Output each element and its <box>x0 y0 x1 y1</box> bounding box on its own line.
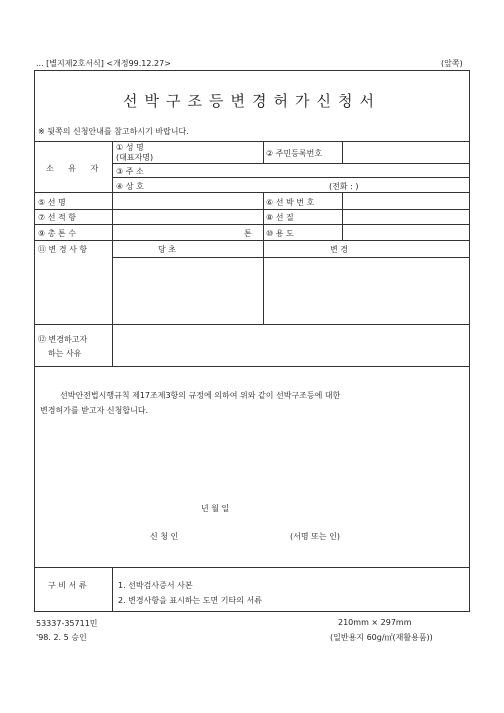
statement-line-1: 선박안전법시행규칙 제17조제3항의 규정에 의하여 위와 같이 선박구조등에 대한 <box>60 391 341 400</box>
table-line <box>112 163 470 164</box>
form-title: 선박구조등변경허가신청서 <box>123 92 381 110</box>
trade-name-label: ④ 상 호 <box>116 182 144 191</box>
application-date: 년 월 일 <box>201 504 230 513</box>
owner-section-label: 소 유 자 <box>46 164 105 173</box>
registry-port-label: ⑦ 선 적 항 <box>38 213 76 222</box>
frame-right <box>469 70 470 612</box>
change-reason-label: ⑫ 변경하고자 <box>38 335 88 344</box>
table-divider <box>263 141 264 163</box>
statement-line-2: 변경허가를 받고자 신청합니다. <box>40 406 149 415</box>
document-item: 1. 선박검사증서 사본 <box>118 581 193 590</box>
resident-number-label: ② 주민등록번호 <box>266 149 323 158</box>
tonnage-unit: 톤 <box>244 229 252 238</box>
signature-hint: (서명 또는 인) <box>290 532 340 541</box>
applicant-label: 신 청 인 <box>150 532 179 541</box>
frame-top <box>34 70 470 71</box>
owner-name-sublabel: (대표자명) <box>116 153 154 162</box>
table-divider <box>112 141 113 366</box>
gross-tonnage-label: ⑨ 총 톤 수 <box>38 229 76 238</box>
change-items-label: ⑪ 변 경 사 항 <box>38 245 88 254</box>
paper-type: (일반용지 60g/㎡(재활용품)) <box>330 633 433 642</box>
table-divider <box>342 141 343 163</box>
notice-text: ※ 뒷쪽의 신청안내를 참고하시기 바랍니다. <box>38 127 189 136</box>
owner-name-label: ① 성 명 <box>116 143 144 152</box>
table-line <box>34 141 470 142</box>
table-line <box>112 257 470 258</box>
ship-use-label: ⑩ 용 도 <box>266 229 294 238</box>
change-reason-label-line2: 하는 사유 <box>48 349 82 358</box>
table-divider <box>342 192 343 240</box>
table-line <box>34 366 470 367</box>
table-divider <box>112 567 113 611</box>
original-column-header: 당 초 <box>158 245 176 254</box>
ship-name-label: ⑤ 선 명 <box>38 198 66 207</box>
phone-label: (전화 : ) <box>329 182 359 191</box>
approval-date: '98. 2. 5 승인 <box>36 633 87 642</box>
table-line <box>34 192 470 193</box>
hull-material-label: ⑧ 선 질 <box>266 213 294 222</box>
changed-column-header: 변 경 <box>330 245 348 254</box>
table-line <box>34 209 470 210</box>
form-code: 53337-35711민 <box>36 619 98 628</box>
table-line <box>34 240 470 241</box>
table-line <box>34 324 470 325</box>
page-side-label: (앞쪽) <box>441 59 463 68</box>
table-divider <box>263 192 264 324</box>
frame-left <box>34 70 35 612</box>
table-line <box>112 177 470 178</box>
frame-bottom <box>34 611 470 612</box>
document-item: 2. 변경사항을 표시하는 도면 기타의 서류 <box>118 596 262 605</box>
table-line <box>34 567 470 568</box>
form-reference: ... [별지제2호서식] <개정99.12.27> <box>36 59 171 68</box>
address-label: ③ 주 소 <box>116 167 144 176</box>
paper-size: 210mm × 297mm <box>338 618 412 627</box>
required-documents-label: 구 비 서 류 <box>48 581 87 590</box>
table-line <box>34 224 470 225</box>
ship-number-label: ⑥ 선 박 번 호 <box>266 198 315 207</box>
